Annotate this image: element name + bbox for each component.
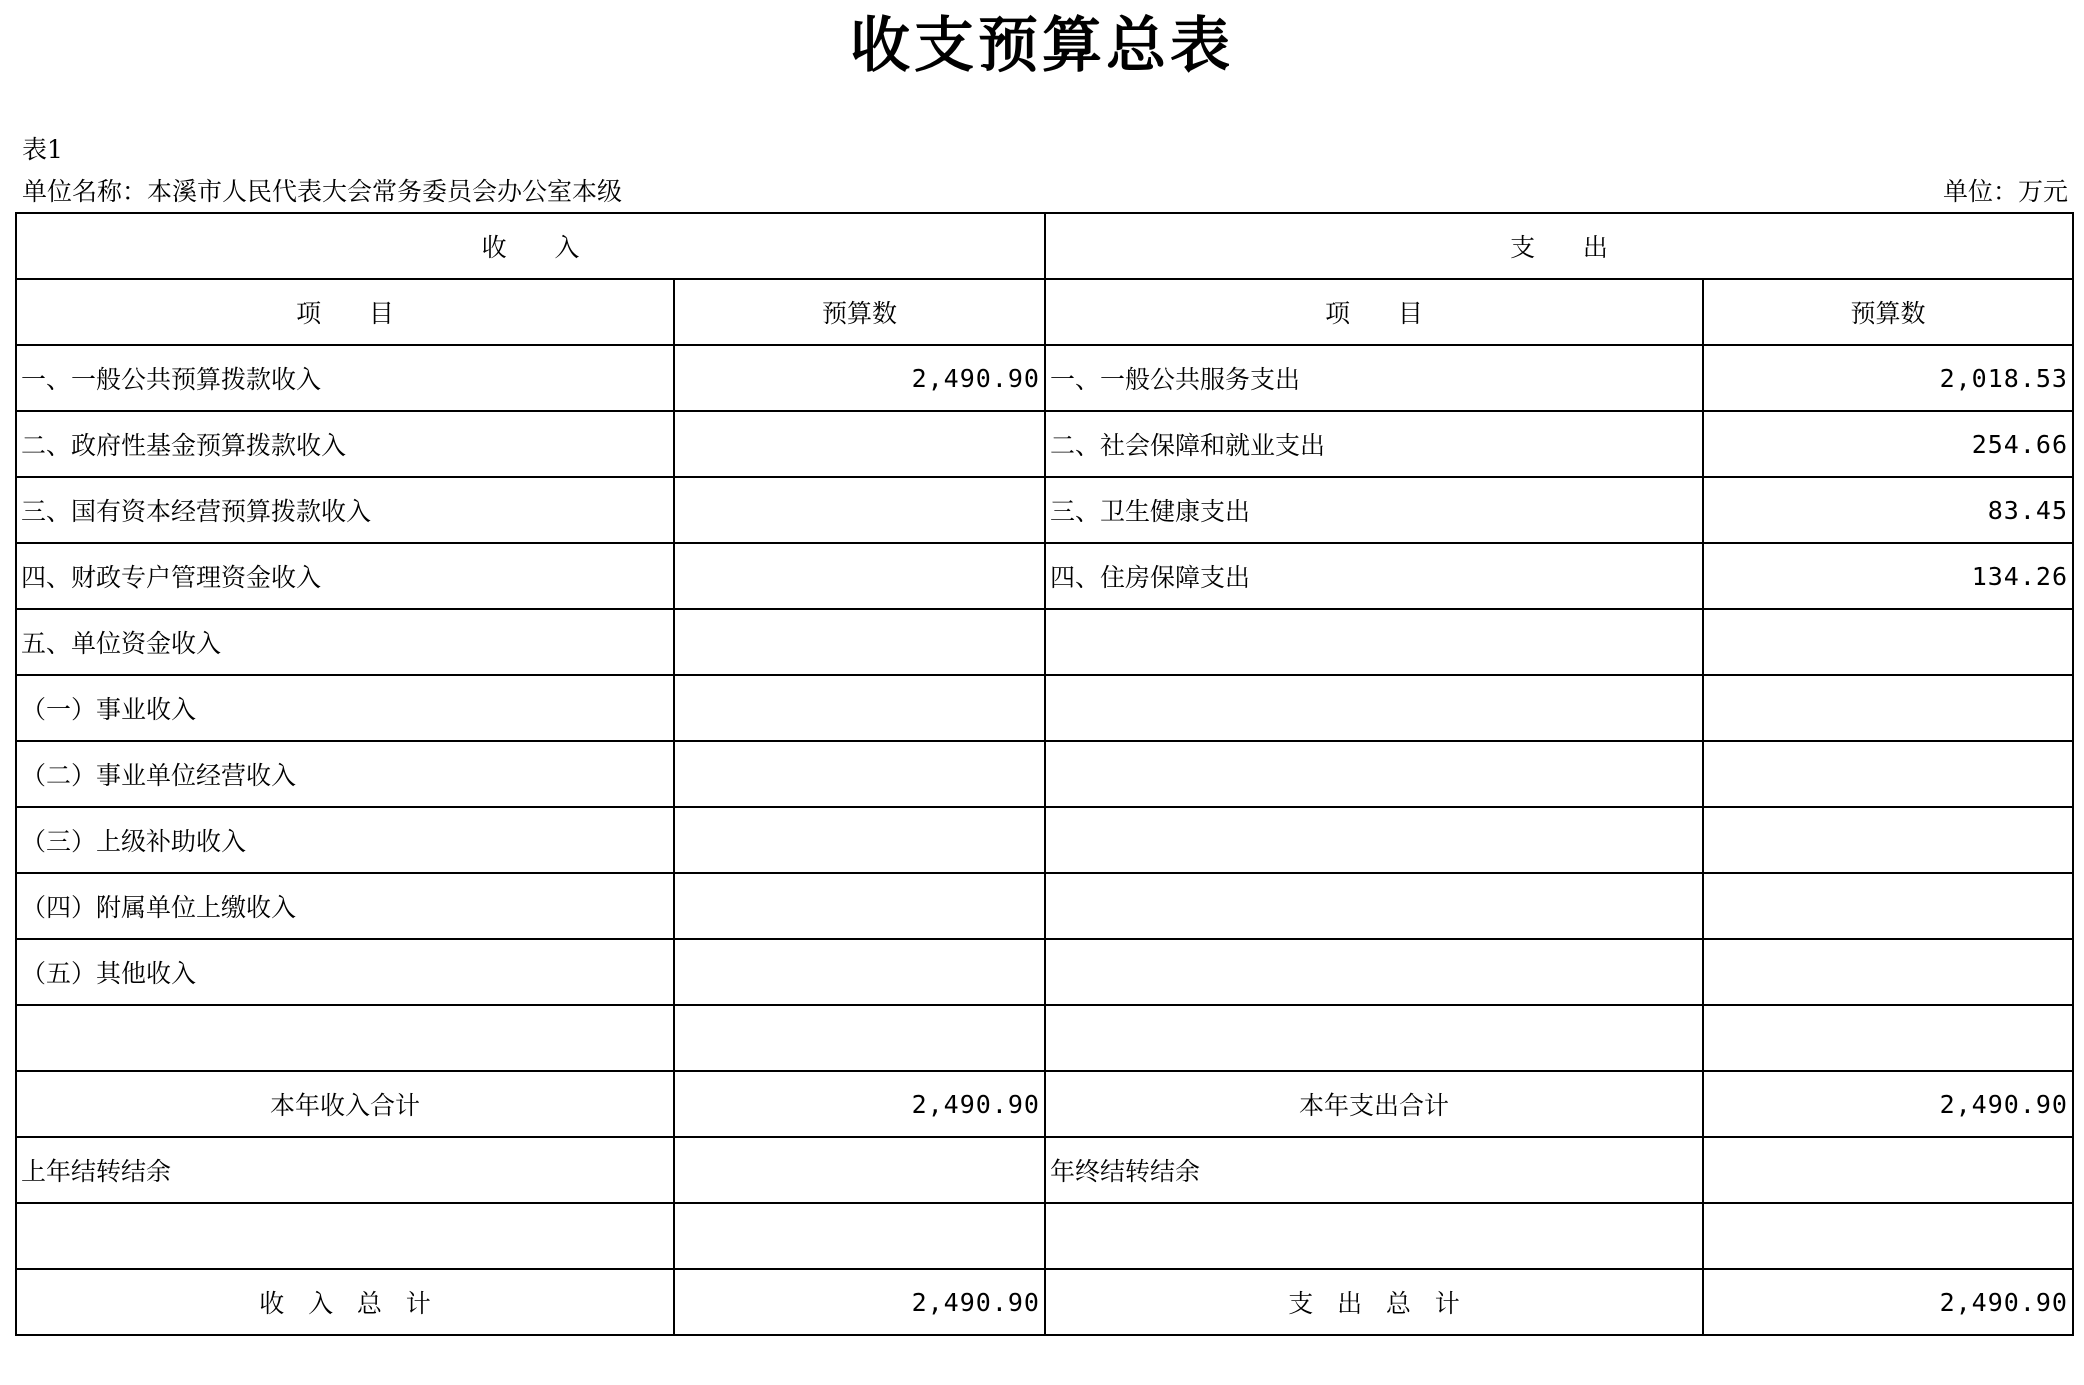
expense-amount-cell — [1703, 675, 2073, 741]
expense-item-column-header: 项 目 — [1045, 279, 1703, 345]
income-item-cell: （四）附属单位上缴收入 — [16, 873, 674, 939]
income-amount-cell — [674, 411, 1045, 477]
expense-amount-cell: 83.45 — [1703, 477, 2073, 543]
income-subtotal-label: 本年收入合计 — [16, 1071, 674, 1137]
expense-amount-cell — [1703, 741, 2073, 807]
blank-expense-item — [1045, 1203, 1703, 1269]
income-carryover-label: 上年结转结余 — [16, 1137, 674, 1203]
table-row — [16, 1005, 2073, 1071]
expense-carryover-label: 年终结转结余 — [1045, 1137, 1703, 1203]
income-amount-cell — [674, 873, 1045, 939]
unit-name-label: 单位名称：本溪市人民代表大会常务委员会办公室本级 — [22, 177, 623, 206]
expense-item-cell — [1045, 741, 1703, 807]
budget-summary-table — [15, 212, 2074, 1336]
expense-amount-cell: 254.66 — [1703, 411, 2073, 477]
expense-total-label: 支 出 总 计 — [1045, 1269, 1703, 1335]
income-item-cell: 五、单位资金收入 — [16, 609, 674, 675]
unit-measure-label: 单位：万元 — [1942, 177, 2068, 206]
blank-income-item — [16, 1203, 674, 1269]
section-header-row — [16, 213, 2073, 279]
income-item-cell — [16, 1005, 674, 1071]
table-number: 表1 — [22, 135, 63, 164]
expense-item-cell: 二、社会保障和就业支出 — [1045, 411, 1703, 477]
income-amount-cell — [674, 477, 1045, 543]
table-row — [16, 411, 2073, 477]
income-amount-cell — [674, 807, 1045, 873]
expense-section-header: 支 出 — [1045, 213, 2073, 279]
income-total-label: 收 入 总 计 — [16, 1269, 674, 1335]
income-amount-cell — [674, 1005, 1045, 1071]
table-row — [16, 807, 2073, 873]
expense-item-cell — [1045, 1005, 1703, 1071]
table-row — [16, 345, 2073, 411]
income-section-header: 收 入 — [16, 213, 1045, 279]
expense-item-cell: 三、卫生健康支出 — [1045, 477, 1703, 543]
expense-item-cell: 一、一般公共服务支出 — [1045, 345, 1703, 411]
income-budget-column-header: 预算数 — [674, 279, 1045, 345]
expense-carryover-amount — [1703, 1137, 2073, 1203]
table-row — [16, 741, 2073, 807]
expense-amount-cell — [1703, 873, 2073, 939]
expense-item-cell — [1045, 675, 1703, 741]
income-amount-cell — [674, 939, 1045, 1005]
income-item-cell: （二）事业单位经营收入 — [16, 741, 674, 807]
expense-subtotal-amount: 2,490.90 — [1703, 1071, 2073, 1137]
table-row — [16, 543, 2073, 609]
table-row — [16, 873, 2073, 939]
blank-expense-amount — [1703, 1203, 2073, 1269]
expense-item-cell — [1045, 873, 1703, 939]
expense-amount-cell: 2,018.53 — [1703, 345, 2073, 411]
income-item-cell: 一、一般公共预算拨款收入 — [16, 345, 674, 411]
income-item-cell: （一）事业收入 — [16, 675, 674, 741]
table-row — [16, 939, 2073, 1005]
expense-amount-cell — [1703, 939, 2073, 1005]
subtotal-row — [16, 1071, 2073, 1137]
income-item-cell: （三）上级补助收入 — [16, 807, 674, 873]
expense-item-cell — [1045, 939, 1703, 1005]
income-item-cell: （五）其他收入 — [16, 939, 674, 1005]
page-title: 收支预算总表 — [850, 11, 1234, 81]
income-item-cell: 四、财政专户管理资金收入 — [16, 543, 674, 609]
table-row — [16, 609, 2073, 675]
expense-amount-cell — [1703, 807, 2073, 873]
income-amount-cell — [674, 741, 1045, 807]
expense-item-cell — [1045, 807, 1703, 873]
expense-budget-column-header: 预算数 — [1703, 279, 2073, 345]
expense-total-amount: 2,490.90 — [1703, 1269, 2073, 1335]
income-total-amount: 2,490.90 — [674, 1269, 1045, 1335]
table-row — [16, 675, 2073, 741]
income-item-cell: 三、国有资本经营预算拨款收入 — [16, 477, 674, 543]
expense-amount-cell — [1703, 1005, 2073, 1071]
table-row — [16, 477, 2073, 543]
income-item-cell: 二、政府性基金预算拨款收入 — [16, 411, 674, 477]
income-item-column-header: 项 目 — [16, 279, 674, 345]
income-amount-cell — [674, 543, 1045, 609]
income-amount-cell — [674, 675, 1045, 741]
income-carryover-amount — [674, 1137, 1045, 1203]
blank-row — [16, 1203, 2073, 1269]
carryover-row — [16, 1137, 2073, 1203]
income-amount-cell — [674, 609, 1045, 675]
blank-income-amount — [674, 1203, 1045, 1269]
expense-subtotal-label: 本年支出合计 — [1045, 1071, 1703, 1137]
column-header-row — [16, 279, 2073, 345]
income-amount-cell: 2,490.90 — [674, 345, 1045, 411]
expense-item-cell: 四、住房保障支出 — [1045, 543, 1703, 609]
expense-amount-cell: 134.26 — [1703, 543, 2073, 609]
income-subtotal-amount: 2,490.90 — [674, 1071, 1045, 1137]
grand-total-row — [16, 1269, 2073, 1335]
expense-item-cell — [1045, 609, 1703, 675]
expense-amount-cell — [1703, 609, 2073, 675]
